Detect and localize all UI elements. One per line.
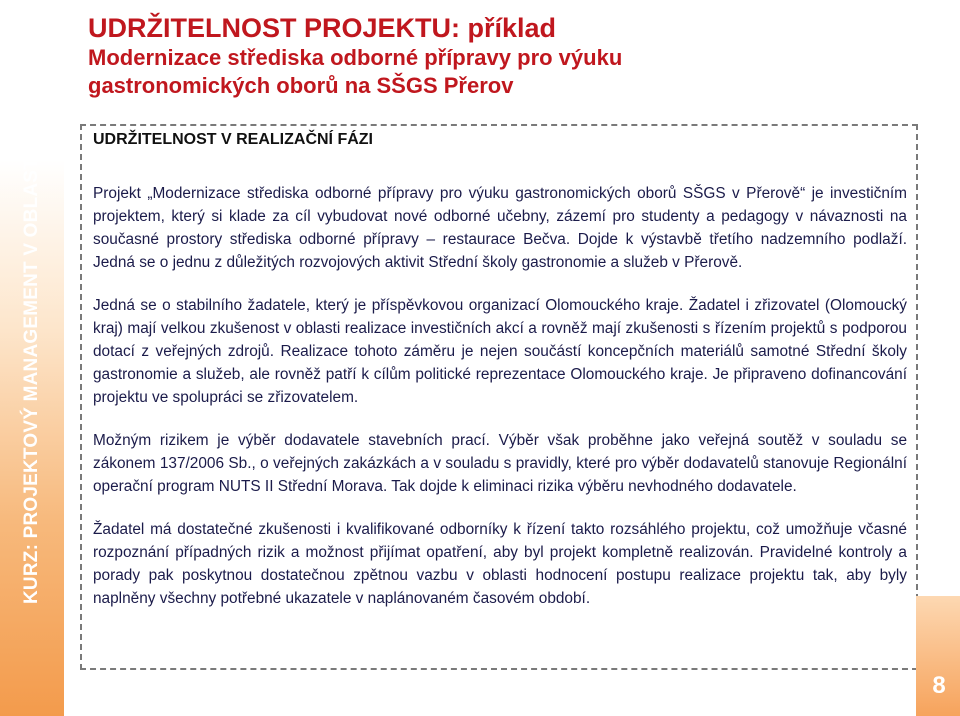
- title-line-2: Modernizace střediska odborné přípravy pro výuku: [88, 45, 623, 70]
- page-number: 8: [932, 672, 946, 699]
- course-label: KURZ: PROJEKTOVÝ MANAGEMENT V OBLASTI VZDĚLÁVÁNÍ: [21, 23, 42, 604]
- title-line-3: gastronomických oborů na SŠGS Přerov: [88, 73, 514, 98]
- paragraph-applicant-stability: Jedná se o stabilního žadatele, který je příspěvkovou organizací Olomouckého kraje. Žadatel i zřizovatel (Olomoucký kraj) mají velkou zkušenost v oblasti realizace investičních akcí a rovněž mají zkušenosti s řízením projektů s podporou dotací z veřejných zdrojů. Realizace tohoto záměru je nejen součástí koncepčních materiálů samotné Střední školy gastronomie a služeb, ale rovněž patří k cílům politické reprezentace Olomouckého kraje. Je připraveno dofinancování projektu ve spolupráci se zřizovatelem.: [93, 297, 907, 406]
- slide-title: [88, 12, 622, 100]
- paragraph-experience: Žadatel má dostatečné zkušenosti i kvalifikované odborníky k řízení takto rozsáhlého projektu, což umožňuje včasné rozpoznání případných rizik a možnost přijímat opatření, aby byl projekt kompletně realizován. Pravidelné kontroly a porady pak poskytnou dostatečnou zpětnou vazbu v oblasti hodnocení postupu realizace projektu tak, aby byly naplněny všechny potřebné ukazatele v naplánovaném časovém období.: [93, 521, 907, 607]
- paragraph-risks: Možným rizikem je výběr dodavatele stavebních prací. Výběr však proběhne jako veřejná soutěž v souladu se zákonem 137/2006 Sb., o veřejných zakázkách a v souladu s pravidly, které pro výběr dodavatelů stanovuje Regionální operační program NUTS II Střední Morava. Tak dojde k eliminaci rizika výběru nevhodného dodavatele.: [93, 432, 907, 495]
- section-heading: UDRŽITELNOST V REALIZAČNÍ FÁZI: [93, 131, 373, 148]
- body-text: [93, 182, 907, 630]
- title-line-1: UDRŽITELNOST PROJEKTU: příklad: [88, 13, 557, 43]
- paragraph-project-description: Projekt „Modernizace střediska odborné přípravy pro výuku gastronomických oborů SŠGS v Přerově“ je investičním projektem, který si klade za cíl vybudovat nové odborné učebny, zázemí pro studenty a pedagogy v návaznosti na současné prostory střediska odborné přípravy – restaurace Bečva. Dojde k výstavbě třetího nadzemního podlaží. Jedná se o jednu z důležitých rozvojových aktivit Střední školy gastronomie a služeb v Přerově.: [93, 185, 907, 271]
